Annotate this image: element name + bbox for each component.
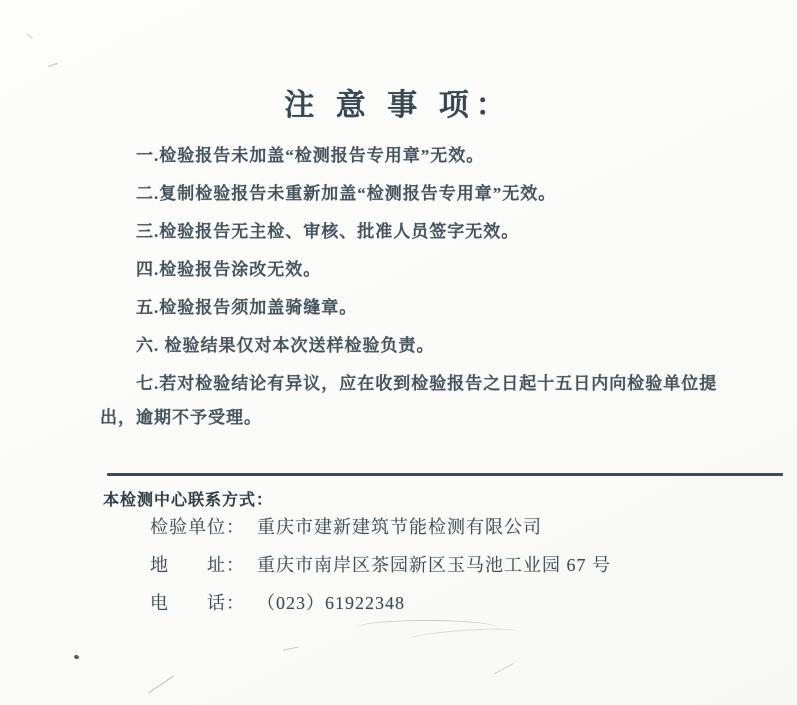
horizontal-divider <box>107 473 783 476</box>
scan-artifact-scratch <box>148 676 173 694</box>
notice-item-6: 六. 检验结果仅对本次送样检验负责。 <box>136 336 435 355</box>
contact-info <box>150 515 611 629</box>
notice-item-4: 四.检验报告涂改无效。 <box>136 260 322 279</box>
scan-artifact-smudge <box>48 62 58 67</box>
scan-artifact-smudge <box>26 33 33 39</box>
contact-value-unit: 重庆市建新建筑节能检测有限公司 <box>257 517 542 537</box>
notice-item-3: 三.检验报告无主检、审核、批准人员签字无效。 <box>136 222 520 241</box>
notice-list <box>100 139 745 439</box>
notice-item-5: 五.检验报告须加盖骑缝章。 <box>136 298 358 317</box>
contact-label-phone: 电 话： <box>150 593 245 613</box>
scan-artifact-scratch <box>494 663 514 674</box>
page-title: 注 意 事 项： <box>284 89 513 122</box>
contact-label-unit: 检验单位： <box>150 517 245 537</box>
contact-label-address: 地 址： <box>150 555 245 575</box>
contact-heading: 本检测中心联系方式： <box>103 492 274 509</box>
contact-row-address <box>150 553 611 578</box>
contact-value-address: 重庆市南岸区茶园新区玉马池工业园 67 号 <box>257 555 611 575</box>
notice-item-7: 七.若对检验结论有异议，应在收到检验报告之日起十五日内向检验单位提出，逾期不予受理。 <box>100 374 718 427</box>
notice-item-1: 一.检验报告未加盖“检测报告专用章”无效。 <box>136 146 485 165</box>
contact-row-phone <box>150 591 611 616</box>
scan-artifact-scratch <box>283 646 299 650</box>
contact-value-phone: （023）61922348 <box>257 593 405 613</box>
notice-item-2: 二.复制检验报告未重新加盖“检测报告专用章”无效。 <box>136 184 557 203</box>
scan-artifact-dot <box>73 654 79 659</box>
contact-row-unit <box>150 515 611 540</box>
